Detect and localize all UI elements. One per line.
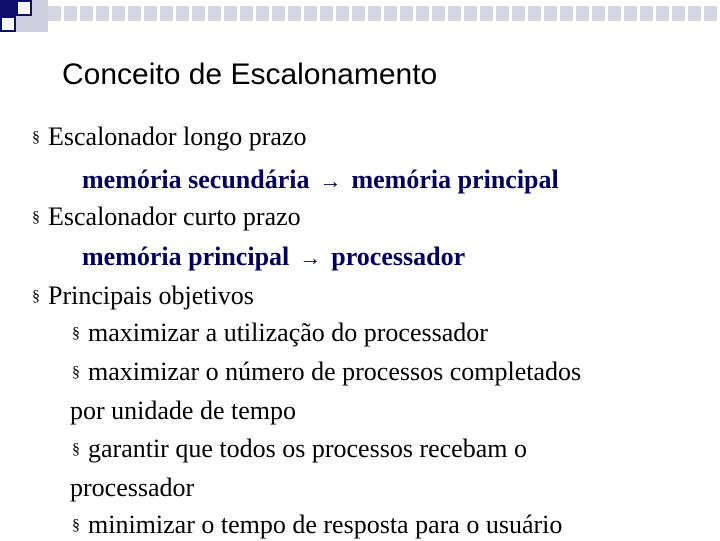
target-label: memória principal [351, 165, 559, 194]
bullet-icon: § [72, 325, 80, 342]
stripe-cell [640, 6, 653, 21]
stripe-cell [480, 6, 493, 21]
square-outline-icon [0, 16, 16, 32]
stripe-cell [576, 6, 589, 21]
target-label: processador [331, 242, 466, 271]
stripe-cell [384, 6, 397, 21]
list-item [32, 122, 306, 153]
list-item-continuation [70, 396, 296, 426]
stripe-cell [544, 6, 557, 21]
list-item-text: minimizar o tempo de resposta para o usuário [88, 510, 563, 539]
stripe-cell [272, 6, 285, 21]
list-item-continuation [70, 473, 194, 503]
stripe-cell [304, 6, 317, 21]
stripe-cell [352, 6, 365, 21]
bullet-icon: § [32, 288, 40, 305]
list-item-text: Principais objetivos [48, 281, 254, 310]
square-icon [32, 16, 48, 32]
stripe-cell [464, 6, 477, 21]
stripe-cell [288, 6, 301, 21]
list-item-text: garantir que todos os processos recebam o [88, 434, 527, 463]
stripe-cell [688, 6, 701, 21]
stripe-cell [208, 6, 221, 21]
stripe-cell [48, 6, 61, 21]
stripe-cell [192, 6, 205, 21]
arrow-right-icon: → [299, 245, 322, 270]
page-title: Conceito de Escalonamento [62, 58, 438, 91]
stripe-cell [608, 6, 621, 21]
stripe-cell [624, 6, 637, 21]
stripe-cell [160, 6, 173, 21]
stripe-cell [112, 6, 125, 21]
list-item [72, 434, 527, 465]
stripe-cell [448, 6, 461, 21]
list-item-text: processador [70, 473, 195, 502]
stripe-cell [656, 6, 669, 21]
square-outline-icon [16, 0, 32, 16]
bullet-icon: § [72, 517, 80, 534]
stripe-cell [256, 6, 269, 21]
stripe-cell [368, 6, 381, 21]
stripe-cell [224, 6, 237, 21]
source-label: memória principal [82, 242, 290, 271]
stripe-cell [144, 6, 157, 21]
stripe-cell [400, 6, 413, 21]
list-item [32, 202, 301, 233]
stripe-cell [80, 6, 93, 21]
bullet-icon: § [72, 364, 80, 381]
header-stripe [48, 6, 720, 21]
list-item-text: maximizar o número de processos completados [88, 357, 582, 386]
stripe-cell [432, 6, 445, 21]
list-item [72, 510, 562, 541]
stripe-cell [704, 6, 717, 21]
list-item-text: por unidade de tempo [70, 396, 296, 425]
stripe-cell [96, 6, 109, 21]
source-label: memória secundária [82, 165, 310, 194]
stripe-cell [64, 6, 77, 21]
list-item-text: maximizar a utilização do processador [88, 318, 488, 347]
bullet-icon: § [72, 441, 80, 458]
stripe-cell [560, 6, 573, 21]
stripe-cell [416, 6, 429, 21]
list-item-text: Escalonador curto prazo [48, 202, 301, 231]
stripe-cell [528, 6, 541, 21]
list-item [72, 318, 488, 349]
arrow-right-icon: → [319, 168, 342, 193]
bullet-icon: § [32, 129, 40, 146]
stripe-cell [176, 6, 189, 21]
stripe-cell [512, 6, 525, 21]
list-item [82, 242, 465, 273]
bullet-icon: § [32, 209, 40, 226]
list-item-text: Escalonador longo prazo [48, 122, 307, 151]
square-icon [16, 16, 32, 32]
stripe-cell [128, 6, 141, 21]
square-icon [0, 0, 16, 16]
stripe-cell [592, 6, 605, 21]
stripe-cell [672, 6, 685, 21]
stripe-cell [240, 6, 253, 21]
stripe-cell [496, 6, 509, 21]
list-item [82, 165, 559, 196]
list-item [32, 281, 254, 312]
header-decoration [0, 0, 720, 48]
list-item [72, 357, 581, 388]
stripe-cell [320, 6, 333, 21]
stripe-cell [336, 6, 349, 21]
square-icon [32, 0, 48, 16]
